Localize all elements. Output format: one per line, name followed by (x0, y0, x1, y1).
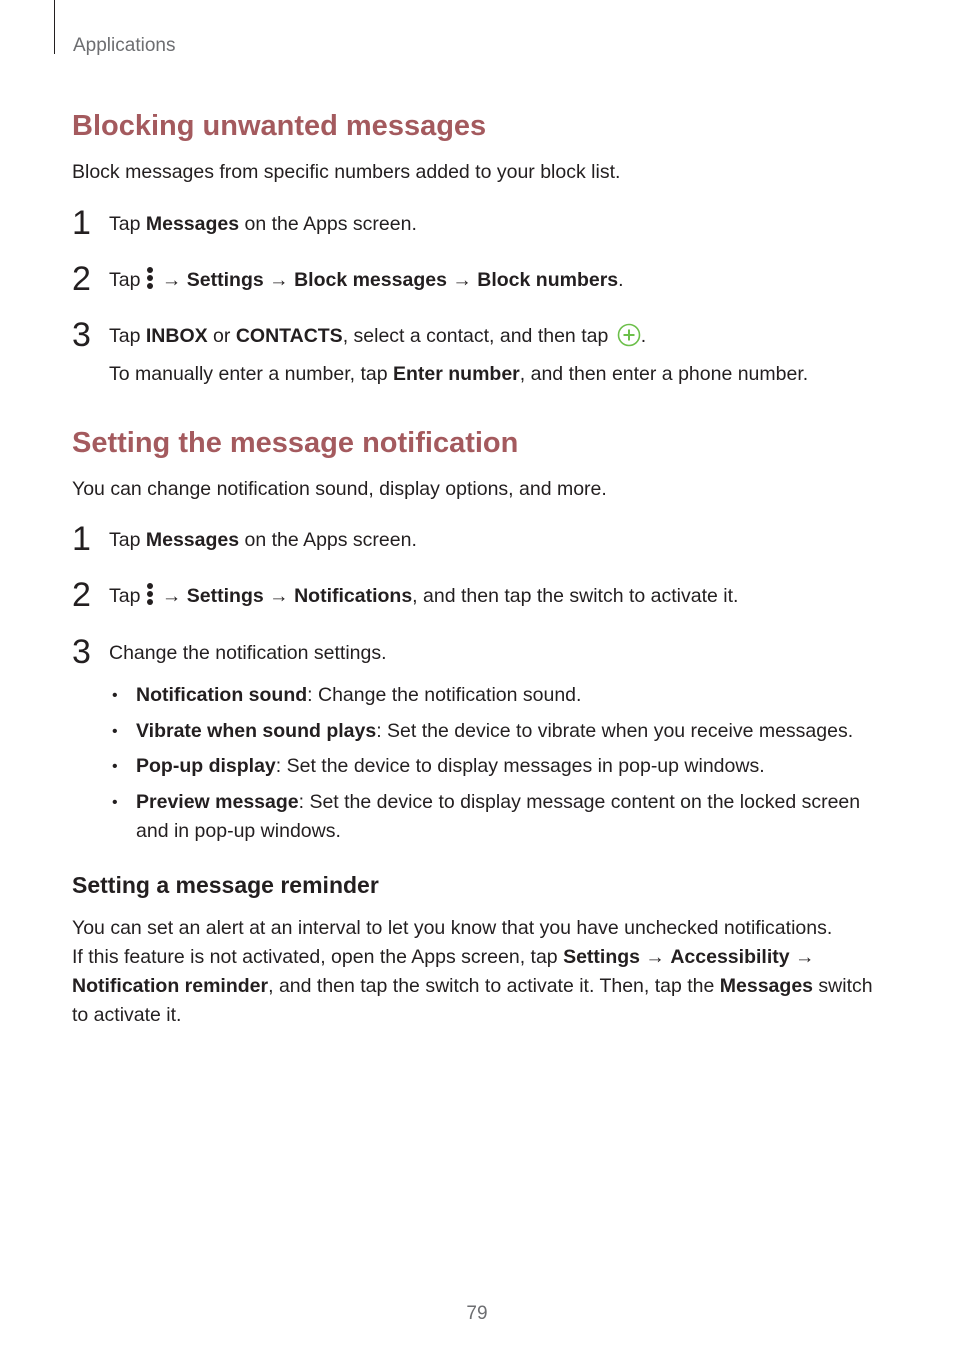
add-icon (617, 323, 641, 356)
step-text-part: Tap (109, 325, 146, 347)
blocking-step2-text (109, 266, 624, 299)
blocking-intro: Block messages from specific numbers added to your block list. (72, 161, 621, 183)
bold-part: Accessibility (670, 946, 790, 968)
bullet-bold: Pop-up display (136, 755, 276, 777)
arrow: → (789, 946, 815, 968)
reminder-line4: to activate it. (72, 1004, 182, 1026)
blocking-step2-number: 2 (72, 260, 91, 298)
blocking-title: Blocking unwanted messages (72, 110, 487, 142)
blocking-step3-text (109, 322, 646, 356)
step-text-part: on the Apps screen. (239, 213, 417, 235)
notification-step3-number: 3 (72, 633, 91, 671)
bullet-text: : Set the device to display message content on the locked screen (298, 791, 861, 813)
notification-step2-number: 2 (72, 576, 91, 614)
reminder-title: Setting a message reminder (72, 872, 379, 898)
step-bold-part: Block numbers (477, 269, 619, 291)
bullet-text: : Set the device to vibrate when you receive messages. (376, 720, 854, 742)
text-part: switch (813, 975, 873, 997)
text-part: If this feature is not activated, open the Apps screen, tap (72, 946, 564, 968)
bullet-bold: Preview message (136, 791, 299, 813)
arrow: → (156, 269, 187, 291)
step-bold-part: Settings (186, 269, 264, 291)
bullet-item (136, 752, 765, 781)
blocking-step1-text (109, 210, 417, 239)
blocking-step1-number: 1 (72, 204, 91, 242)
step-text-part: , and then enter a phone number. (519, 363, 809, 385)
bold-part: Notification reminder (72, 975, 269, 997)
bullet-dot: • (112, 794, 118, 811)
step-text-part: Tap (109, 213, 146, 235)
step-text-part: , and then tap the switch to activate it. (412, 585, 739, 607)
bullet-item (136, 717, 853, 746)
reminder-line1: You can set an alert at an interval to let you know that you have unchecked notifications. (72, 917, 833, 939)
bullet-bold: Notification sound (136, 684, 308, 706)
blocking-step3-number: 3 (72, 316, 91, 354)
bullet-dot: • (112, 687, 118, 704)
reminder-line3 (72, 972, 873, 1001)
step-bold-part: Messages (145, 213, 240, 235)
step-text-part: or (207, 325, 236, 347)
step-text-part: Tap (109, 269, 141, 291)
more-options-icon (146, 266, 154, 299)
arrow: → (640, 946, 671, 968)
bullet-item (136, 681, 581, 710)
bullet-text: : Change the notification sound. (307, 684, 582, 706)
blocking-step3-note (109, 360, 808, 389)
notification-step3-text: Change the notification settings. (109, 642, 387, 664)
step-bold-part: Notifications (294, 585, 413, 607)
more-options-icon (146, 582, 154, 615)
arrow: → (156, 585, 187, 607)
notification-step2-text (109, 582, 738, 615)
header-section-label: Applications (73, 35, 176, 56)
bullet-text: : Set the device to display messages in pop-up windows. (275, 755, 765, 777)
step-text-part: on the Apps screen. (239, 529, 417, 551)
step-text-part: Tap (109, 529, 146, 551)
step-bold-part: Settings (186, 585, 264, 607)
arrow: → (263, 269, 295, 291)
reminder-line2 (72, 943, 815, 972)
bullet-continuation: and in pop-up windows. (136, 820, 341, 842)
header-rule (54, 0, 55, 54)
bullet-dot: • (112, 758, 118, 775)
bullet-dot: • (112, 723, 118, 740)
step-text-part: Tap (109, 585, 141, 607)
step-text-part: To manually enter a number, tap (109, 363, 393, 385)
step-bold-part: CONTACTS (235, 325, 343, 347)
notification-intro: You can change notification sound, display options, and more. (72, 478, 607, 500)
text-part: , and then tap the switch to activate it. Then, tap the (268, 975, 720, 997)
bold-part: Settings (563, 946, 640, 968)
step-bold-part: INBOX (145, 325, 208, 347)
step-bold-part: Enter number (393, 363, 520, 385)
notification-title: Setting the message notification (72, 427, 519, 459)
notification-step1-text (109, 526, 417, 555)
bold-part: Messages (719, 975, 814, 997)
arrow: → (446, 269, 478, 291)
bullet-item (136, 788, 860, 817)
step-text-part: . (618, 269, 624, 291)
bullet-bold: Vibrate when sound plays (136, 720, 377, 742)
step-text-part: , select a contact, and then tap (342, 325, 614, 347)
arrow: → (263, 585, 295, 607)
step-bold-part: Block messages (294, 269, 447, 291)
page-number: 79 (466, 1303, 488, 1324)
step-bold-part: Messages (145, 529, 240, 551)
step-text-part: . (640, 325, 647, 347)
notification-step1-number: 1 (72, 520, 91, 558)
